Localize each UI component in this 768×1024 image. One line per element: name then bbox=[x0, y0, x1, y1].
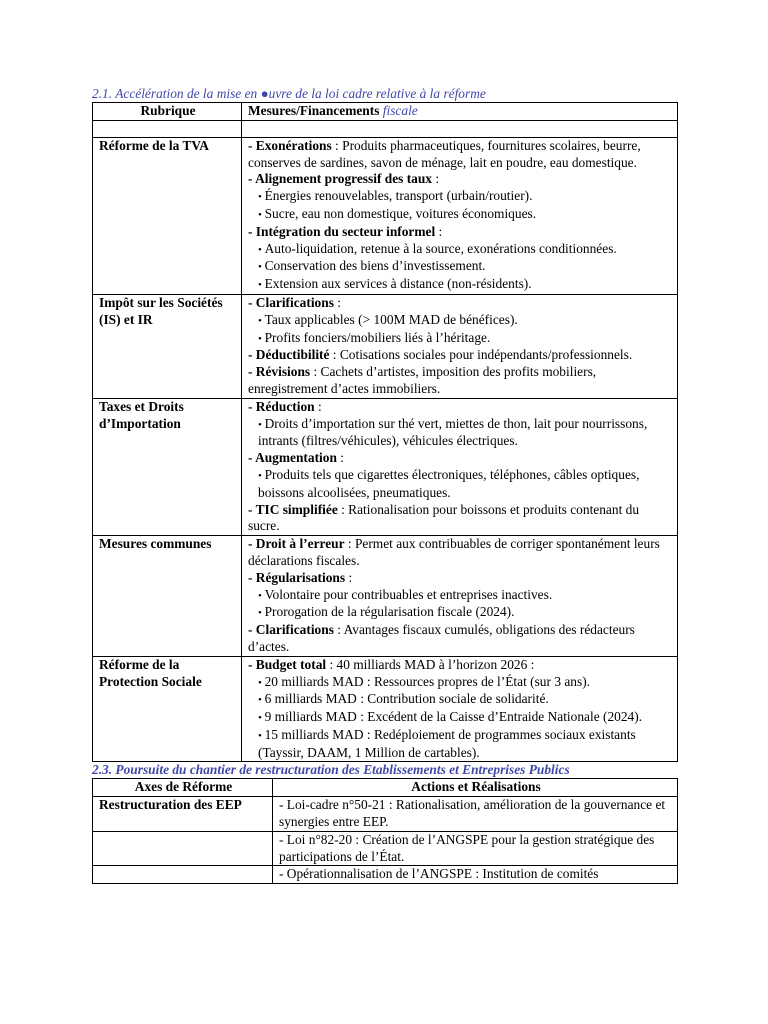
table-row bbox=[93, 294, 678, 398]
measure-line bbox=[248, 657, 673, 674]
bullet-item bbox=[248, 206, 673, 224]
measure-line bbox=[248, 171, 673, 188]
measure-label: - Exonérations bbox=[248, 137, 332, 153]
bullet-text: Sucre, eau non domestique, voitures économiques. bbox=[264, 205, 537, 221]
measure-label: - Révisions bbox=[248, 364, 311, 380]
mesures-cell bbox=[242, 294, 678, 398]
bullet-icon: • bbox=[258, 314, 265, 327]
measure-line bbox=[248, 450, 673, 467]
bullet-item bbox=[248, 727, 673, 762]
section-heading-2-3: 2.3. Poursuite du chantier de restructuration des Etablissements et Entreprises Publics bbox=[92, 762, 570, 778]
table-row bbox=[93, 536, 678, 657]
bullet-text: 6 milliards MAD : Contribution sociale de solidarité. bbox=[264, 691, 549, 707]
measure-line bbox=[248, 622, 673, 656]
rubrique-cell: Réforme de la Protection Sociale bbox=[93, 656, 242, 762]
mesures-cell bbox=[242, 656, 678, 762]
bullet-item bbox=[248, 604, 673, 622]
bullet-icon: • bbox=[258, 243, 265, 256]
bullet-text: Droits d’importation sur thé vert, miettes de thon, lait pour nourrissons, intrants (filtres/véhicules), véhicules électriques. bbox=[258, 415, 648, 449]
measure-line bbox=[248, 364, 673, 398]
measure-label: - TIC simplifiée bbox=[248, 501, 338, 517]
action-cell: - Opérationnalisation de l’ANGSPE : Institution de comités bbox=[273, 866, 678, 884]
bullet-item bbox=[248, 691, 673, 709]
measure-line bbox=[248, 138, 673, 172]
measure-text: : bbox=[333, 294, 341, 310]
table-row bbox=[93, 656, 678, 762]
measure-label: - Intégration du secteur informel bbox=[248, 223, 436, 239]
bullet-text: Prorogation de la régularisation fiscale (2024). bbox=[264, 604, 515, 620]
section-heading-2-1: 2.1. Accélération de la mise en ●uvre de la loi cadre relative à la réforme bbox=[92, 86, 486, 101]
bullet-icon: • bbox=[258, 676, 265, 689]
bullet-item bbox=[248, 416, 673, 451]
bullet-text: 15 milliards MAD : Redéploiement de programmes sociaux existants (Tayssir, DAAM, 1 Million de cartables). bbox=[258, 726, 636, 760]
measure-label: - Augmentation bbox=[248, 450, 337, 466]
measure-label: - Budget total bbox=[248, 656, 327, 672]
measure-label: - Régularisations bbox=[248, 569, 346, 585]
table-row bbox=[93, 866, 678, 884]
table-header-row bbox=[93, 103, 678, 121]
table-row bbox=[93, 398, 678, 535]
document-page bbox=[92, 86, 677, 884]
rubrique-cell: Impôt sur les Sociétés (IS) et IR bbox=[93, 294, 242, 398]
measure-label: - Alignement progressif des taux bbox=[248, 171, 432, 187]
bullet-text: Énergies renouvelables, transport (urbain/routier). bbox=[264, 188, 533, 204]
bullet-text: Taux applicables (> 100M MAD de bénéfices). bbox=[264, 311, 518, 327]
action-cell: - Loi n°82-20 : Création de l’ANGSPE pour la gestion stratégique des participations de l’État. bbox=[273, 831, 678, 866]
bullet-item bbox=[248, 587, 673, 605]
bullet-icon: • bbox=[258, 332, 265, 345]
measure-text: : 40 milliards MAD à l’horizon 2026 : bbox=[326, 656, 535, 672]
bullet-icon: • bbox=[258, 694, 265, 707]
bullet-icon: • bbox=[258, 589, 265, 602]
rubrique-cell: Réforme de la TVA bbox=[93, 137, 242, 294]
bullet-text: Profits fonciers/mobiliers liés à l’héritage. bbox=[264, 329, 491, 345]
column-header-axes: Axes de Réforme bbox=[93, 779, 273, 797]
bullet-text: Volontaire pour contribuables et entreprises inactives. bbox=[264, 586, 553, 602]
mesures-cell bbox=[242, 137, 678, 294]
measure-line bbox=[248, 224, 673, 241]
table-row bbox=[93, 831, 678, 866]
measure-label: - Déductibilité bbox=[248, 347, 330, 363]
table-header-row bbox=[93, 779, 678, 797]
bullet-item bbox=[248, 312, 673, 330]
bullet-text: Auto-liquidation, retenue à la source, exonérations conditionnées. bbox=[264, 240, 617, 256]
measure-text: : Cachets d’artistes, imposition des profits mobiliers, enregistrement d’actes immobiliers. bbox=[248, 364, 597, 396]
table-row bbox=[93, 137, 678, 294]
measure-line bbox=[248, 570, 673, 587]
measure-text: : bbox=[345, 569, 353, 585]
column-header-rubrique: Rubrique bbox=[93, 103, 242, 121]
measure-text: : bbox=[314, 398, 322, 414]
fiscal-reform-table bbox=[92, 102, 678, 762]
bullet-text: 9 milliards MAD : Excédent de la Caisse d’Entraide Nationale (2024). bbox=[264, 709, 643, 725]
measure-label: - Droit à l’erreur bbox=[248, 536, 345, 552]
measure-line bbox=[248, 536, 673, 570]
column-header-mesures: Mesures/Financements fiscale bbox=[242, 103, 678, 121]
measure-text: : Produits pharmaceutiques, fournitures scolaires, beurre, conserves de sardines, savon de ménage, lait en poudre, eau domestique. bbox=[248, 137, 641, 170]
bullet-icon: • bbox=[258, 712, 265, 725]
bullet-text: Produits tels que cigarettes électroniques, téléphones, câbles optiques, boissons alcoolisées, pneumatiques. bbox=[258, 466, 640, 500]
column-header-actions: Actions et Réalisations bbox=[273, 779, 678, 797]
axe-cell bbox=[93, 866, 273, 884]
bullet-text: Extension aux services à distance (non-résidents). bbox=[264, 276, 532, 292]
action-cell: - Loi-cadre n°50-21 : Rationalisation, amélioration de la gouvernance et synergies entre EEP. bbox=[273, 797, 678, 832]
measure-text: : bbox=[432, 171, 440, 187]
measure-line bbox=[248, 347, 673, 364]
eep-restructuring-table bbox=[92, 778, 678, 884]
mesures-cell bbox=[242, 536, 678, 657]
bullet-item bbox=[248, 674, 673, 692]
mesures-cell bbox=[242, 398, 678, 535]
measure-text: : bbox=[435, 223, 443, 239]
axe-cell bbox=[93, 831, 273, 866]
measure-text: : Avantages fiscaux cumulés, obligations des rédacteurs d’actes. bbox=[248, 622, 635, 654]
bullet-item bbox=[248, 276, 673, 294]
bullet-item bbox=[248, 188, 673, 206]
bullet-icon: • bbox=[258, 607, 265, 620]
bullet-icon: • bbox=[258, 469, 265, 482]
measure-label: - Clarifications bbox=[248, 622, 334, 638]
measure-text: : Permet aux contribuables de corriger spontanément leurs déclarations fiscales. bbox=[248, 536, 660, 568]
bullet-icon: • bbox=[258, 208, 265, 221]
rubrique-cell: Mesures communes bbox=[93, 536, 242, 657]
measure-label: - Réduction bbox=[248, 398, 315, 414]
bullet-icon: • bbox=[258, 729, 265, 742]
measure-text: : bbox=[336, 450, 344, 466]
bullet-item bbox=[248, 258, 673, 276]
bullet-text: 20 milliards MAD : Ressources propres de l’État (sur 3 ans). bbox=[264, 673, 591, 689]
measure-text: : Rationalisation pour boissons et produits contenant du sucre. bbox=[248, 501, 640, 534]
table-spacer-row bbox=[93, 120, 678, 137]
rubrique-cell: Taxes et Droits d’Importation bbox=[93, 398, 242, 535]
measure-line bbox=[248, 295, 673, 312]
bullet-item bbox=[248, 709, 673, 727]
bullet-icon: • bbox=[258, 279, 265, 292]
axe-cell: Restructuration des EEP bbox=[93, 797, 273, 832]
bullet-item bbox=[248, 241, 673, 259]
measure-label: - Clarifications bbox=[248, 294, 334, 310]
measure-text: : Cotisations sociales pour indépendants/professionnels. bbox=[329, 347, 633, 363]
bullet-text: Conservation des biens d’investissement. bbox=[264, 258, 486, 274]
bullet-icon: • bbox=[258, 418, 265, 431]
bullet-item bbox=[248, 467, 673, 502]
table-row bbox=[93, 797, 678, 832]
measure-line bbox=[248, 399, 673, 416]
measure-line bbox=[248, 502, 673, 536]
bullet-item bbox=[248, 330, 673, 348]
bullet-icon: • bbox=[258, 261, 265, 274]
bullet-icon: • bbox=[258, 191, 265, 204]
